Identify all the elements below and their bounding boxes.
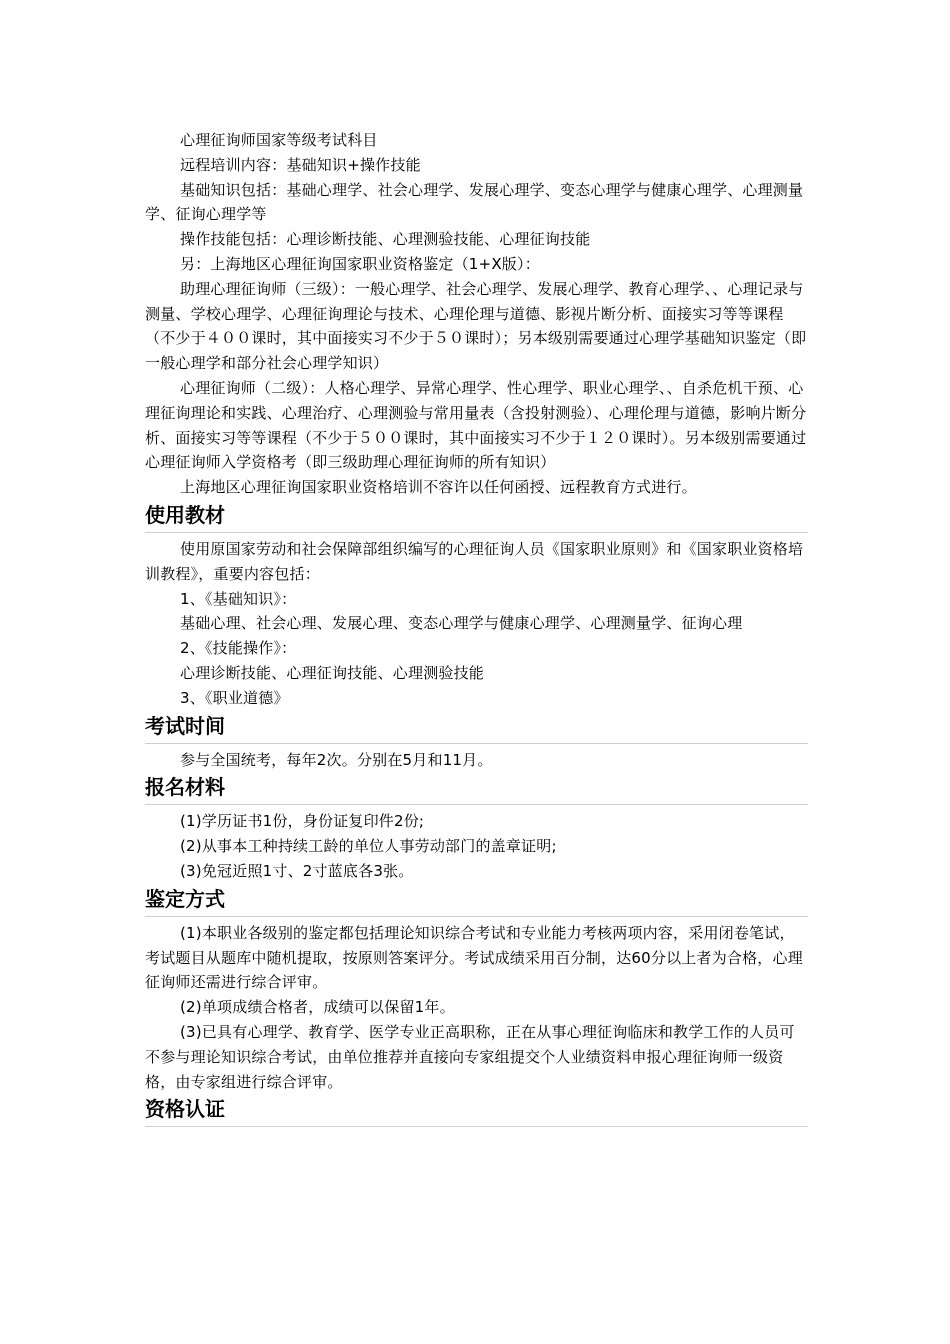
section-heading-materials: 报名材料 (145, 772, 808, 805)
assessment-item-1: (1)本职业各级别的鉴定都包括理论知识综合考试和专业能力考核两项内容，采用闭卷笔试，考试题目从题库中随机提取，按原则答案评分。考试成绩采用百分制，达60分以上者为合格，心理征询师还需进行综合评审。 (145, 923, 803, 992)
textbook-item-2: 2、《技能操作》： (180, 639, 297, 658)
intro-title: 心理征询师国家等级考试科目 (180, 131, 378, 149)
assessment-item-3: (3)已具有心理学、教育学、医学专业正高职称，正在从事心理征询临床和教学工作的人员可不参与理论知识综合考试，由单位推荐并直接向专家组提交个人业绩资料申报心理征询师一级资格，由专家组进行综合评审。 (145, 1022, 795, 1091)
intro-level3: 助理心理征询师（三级）：一般心理学、社会心理学、发展心理学、教育心理学、、心理记录与测量、学校心理学、心理征询理论与技术、心理伦理与道德、影视片断分析、面接实习等等课程（不少于４００课时，其中面接实习不少于５０课时）；另本级别需要通过心理学基础知识鉴定（即一般心理学和部分社会心理学知识） (145, 279, 807, 373)
section-heading-exam-time: 考试时间 (145, 711, 808, 744)
textbook-intro: 使用原国家劳动和社会保障部组织编写的心理征询人员《国家职业原则》和《国家职业资格培训教程》，重要内容包括： (145, 539, 804, 583)
materials-item-2: (2)从事本工种持续工龄的单位人事劳动部门的盖章证明; (180, 837, 557, 856)
textbook-item-3: 3、《职业道德》 (180, 688, 289, 707)
materials-item-3: (3)免冠近照1寸、2寸蓝底各3张。 (180, 861, 414, 880)
intro-shanghai-note: 另：上海地区心理征询国家职业资格鉴定（1+X版）： (180, 254, 540, 273)
assessment-item-2: (2)单项成绩合格者，成绩可以保留1年。 (180, 998, 455, 1017)
materials-item-1: (1)学历证书1份，身份证复印件2份; (180, 812, 425, 831)
section-heading-assessment: 鉴定方式 (145, 884, 808, 917)
section-heading-textbook: 使用教材 (145, 500, 808, 533)
intro-restriction: 上海地区心理征询国家职业资格培训不容许以任何函授、远程教育方式进行。 (180, 478, 697, 497)
document-page (145, 128, 808, 1131)
section-heading-certification: 资格认证 (145, 1094, 808, 1127)
textbook-item-1: 1、《基础知识》： (180, 589, 297, 608)
intro-operation-skills: 操作技能包括：心理诊断技能、心理测验技能、心理征询技能 (180, 230, 591, 249)
intro-remote-training: 远程培训内容：基础知识+操作技能 (180, 155, 421, 174)
exam-time-text: 参与全国统考，每年2次。分别在5月和11月。 (180, 750, 493, 769)
intro-basic-knowledge: 基础知识包括：基础心理学、社会心理学、发展心理学、变态心理学与健康心理学、心理测量学、征询心理学等 (145, 180, 804, 224)
textbook-item-2-content: 心理诊断技能、心理征询技能、心理测验技能 (180, 663, 485, 682)
textbook-item-1-content: 基础心理、社会心理、发展心理、变态心理学与健康心理学、心理测量学、征询心理 (180, 614, 743, 633)
intro-level2: 心理征询师（二级）：人格心理学、异常心理学、性心理学、职业心理学、、自杀危机干预、心理征询理论和实践、心理治疗、心理测验与常用量表（含投射测验）、心理伦理与道德，影响片断分析、面接实习等等课程（不少于５００课时，其中面接实习不少于１２０课时）。另本级别需要通过心理征询师入学资格考（即三级助理心理征询师的所有知识） (145, 378, 807, 472)
